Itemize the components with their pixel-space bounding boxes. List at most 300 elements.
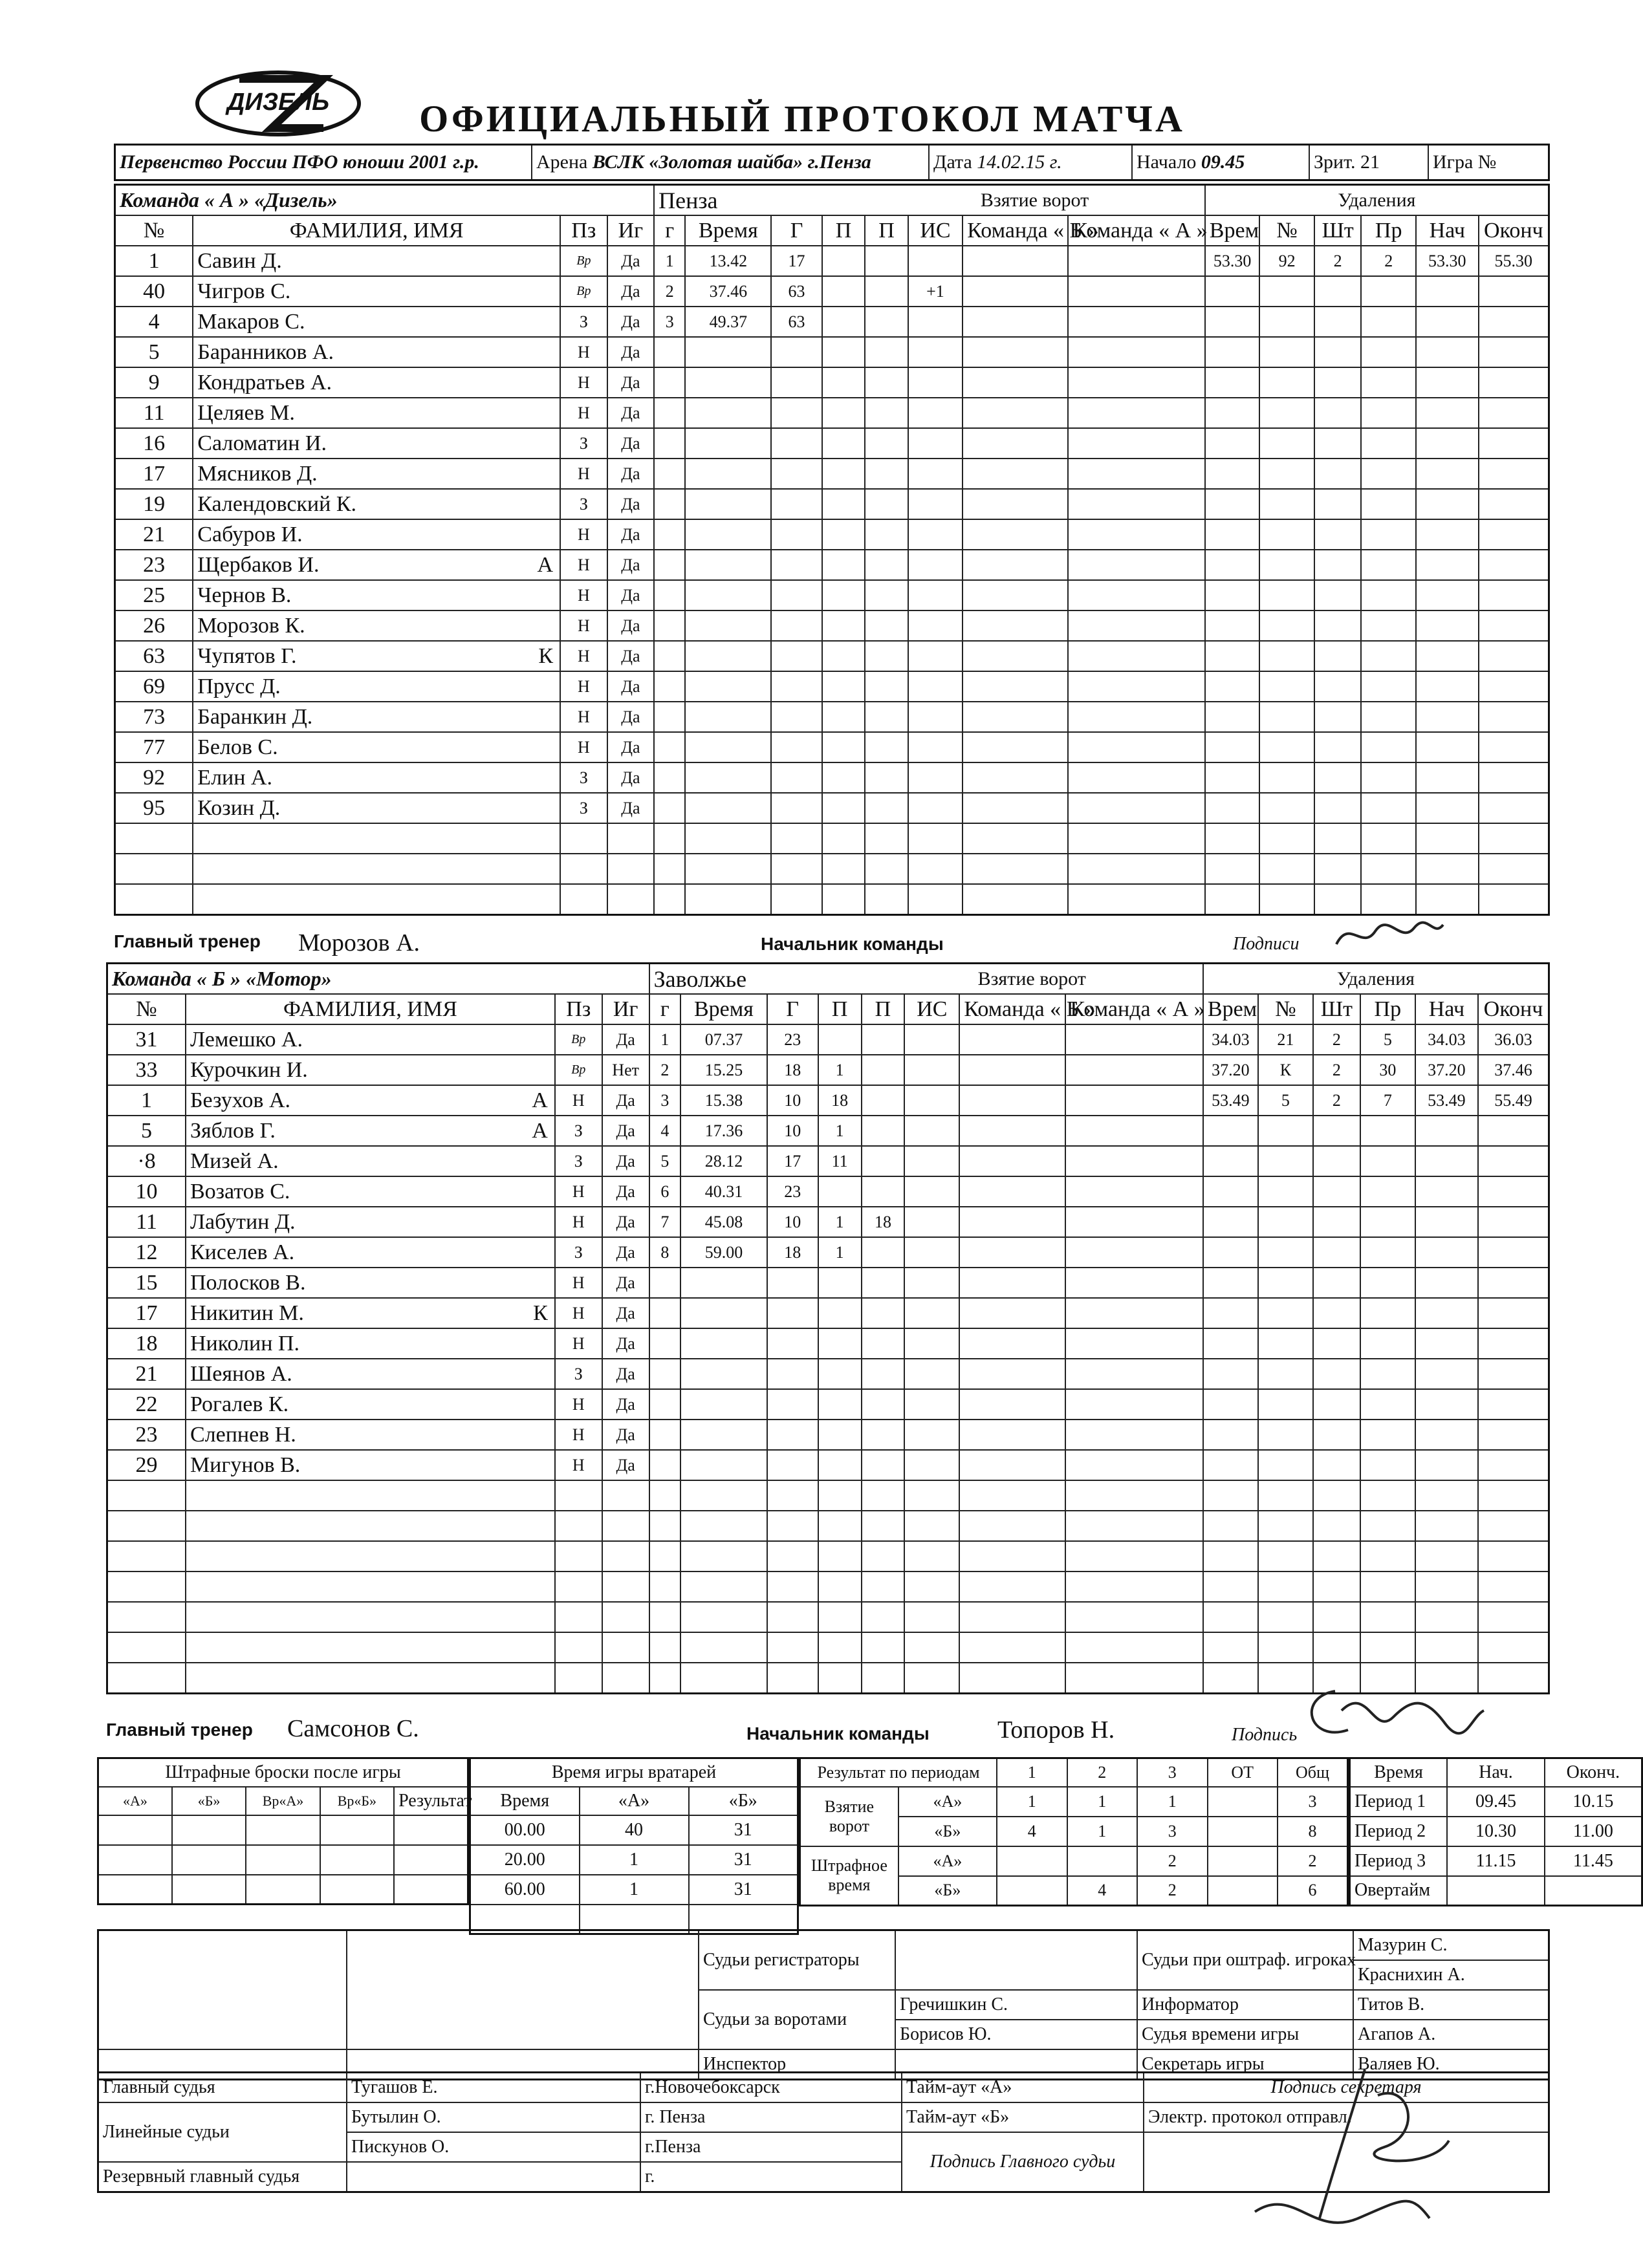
player-number: 16 [115,428,193,459]
player-played: Да [607,459,655,489]
team_a-col-pen_end: Оконч [1479,215,1549,246]
player-name-cell [186,1176,555,1207]
player-number: 18 [107,1328,186,1359]
table-row [107,1571,1549,1602]
table-row [107,1024,1549,1055]
team_a-col-time: Время [685,215,771,246]
goal-judge-1: Гречишкин С. [895,1990,1137,2020]
penalty-box-2: Краснихин А. [1353,1960,1549,1990]
period-times-table [1349,1757,1643,1906]
secretary: Валяев Ю. [1353,2049,1549,2080]
times-col: Нач. [1447,1758,1545,1787]
penalty-num: 21 [1258,1024,1313,1055]
player-name-cell [193,276,560,307]
player-number: 31 [107,1024,186,1055]
team_a-col-pen_sht: Шт [1314,215,1361,246]
table-row [107,1055,1549,1085]
table-row [107,1480,1549,1511]
player-position: Н [555,1420,602,1450]
period-col: ОТ [1208,1758,1278,1787]
player-name-cell [193,732,560,762]
player-name-cell [193,793,560,823]
table-row [107,1450,1549,1480]
player-name: Курочкин И. [190,1057,308,1082]
player-number: 33 [107,1055,186,1085]
period-value: 2 [1137,1846,1208,1876]
team_a-col-pen_num: № [1259,215,1314,246]
player-name-cell [193,246,560,276]
timeout-b: Тайм-аут «Б» [902,2102,1144,2132]
period-value: 4 [1067,1876,1138,1906]
player-played: Да [602,1268,649,1298]
goal-g: 10 [767,1207,818,1237]
times-col: Время [1350,1758,1448,1787]
goal-p1 [822,307,865,337]
player-played: Да [602,1085,649,1116]
table-row [115,276,1549,307]
period-col: 1 [997,1758,1067,1787]
player-played: Нет [602,1055,649,1085]
player-name: Мизей А. [190,1149,279,1173]
table-row [115,884,1549,915]
head-coach-label-b: Главный тренер [106,1720,253,1740]
player-name-cell [193,610,560,641]
player-number: 9 [115,367,193,398]
player-played: Да [607,337,655,367]
page-title: ОФИЦИАЛЬНЫЙ ПРОТОКОЛ МАТЧА [419,98,1185,140]
goal-is [904,1237,959,1268]
times-cell: 10.30 [1447,1817,1545,1846]
penalty-sht: 2 [1313,1024,1360,1055]
goal-is [904,1024,959,1055]
table-row [115,610,1549,641]
table-row [107,1298,1549,1328]
penalty-num: К [1258,1055,1313,1085]
registrars [895,1930,1137,1991]
goal-is [904,1146,959,1176]
period-value: 1 [1137,1787,1208,1817]
table-row [115,854,1549,884]
arena-cell [532,145,929,180]
goalie-time-title: Время игры вратарей [470,1758,798,1787]
player-number: 21 [107,1359,186,1389]
player-captain-mark: А [532,1088,548,1112]
team_a-col-g: г [654,215,685,246]
player-position: Н [560,641,607,671]
goalie-col: «Б» [689,1787,798,1815]
table-row [115,246,1549,276]
e-protocol-label: Электр. протокол отправл. [1144,2102,1549,2132]
team_a-col-pen_start: Нач [1416,215,1479,246]
player-name-cell [193,489,560,519]
penalty-start: 37.20 [1415,1055,1478,1085]
penalty-sht: 2 [1314,246,1361,276]
period-team: «А» [898,1846,997,1876]
table-row [107,1420,1549,1450]
timeout-a: Тайм-аут «А» [902,2073,1144,2103]
shootout-table [97,1757,472,1905]
secretary-sign-label: Подпись секретаря [1144,2073,1549,2103]
player-number: 25 [115,580,193,610]
goal-p2 [865,246,908,276]
date-cell [929,145,1132,180]
table-row [115,398,1549,428]
goal-time: 13.42 [685,246,771,276]
penalty-box-label: Судьи при оштраф. игроках [1137,1930,1353,1991]
goal-time: 59.00 [680,1237,767,1268]
date-label: Дата [933,151,972,173]
informer: Титов В. [1353,1990,1549,2020]
team_b-col-G: Г [767,994,818,1024]
goal-p1: 1 [818,1207,862,1237]
player-position: Н [555,1298,602,1328]
goalie-cell: 1 [580,1875,689,1905]
player-number: 15 [107,1268,186,1298]
goal-g: 2 [649,1055,681,1085]
period-value: 3 [1137,1817,1208,1846]
team_b-col-P1: П [818,994,862,1024]
player-name-cell [186,1024,555,1055]
penalty-sht: 2 [1313,1055,1360,1085]
goal-is [904,1055,959,1085]
goal-p1: 1 [818,1116,862,1146]
player-name-cell [193,580,560,610]
player-number: 69 [115,671,193,702]
penalty-start: 53.49 [1415,1085,1478,1116]
linesmen-label: Линейные судьи [98,2102,347,2162]
period-value [1208,1817,1278,1846]
goal-g: 18 [767,1237,818,1268]
player-number: 29 [107,1450,186,1480]
team_b-city: Заволжье [649,964,862,995]
table-row [800,1846,1348,1876]
penalty-pr: 2 [1361,246,1416,276]
player-position: Н [555,1268,602,1298]
player-name: Белов С. [197,735,278,759]
player-name: Безухов А. [190,1088,291,1112]
table-row [115,519,1549,550]
player-played: Да [602,1389,649,1420]
team-manager-label-b: Начальник команды [746,1723,930,1744]
main-ref-city: г.Новочебоксарск [640,2073,902,2103]
player-name-cell [193,337,560,367]
goal-time: 15.25 [680,1055,767,1085]
table-row [470,1875,798,1905]
goal-p2 [862,1237,905,1268]
player-played: Да [607,276,655,307]
goal-time: 28.12 [680,1146,767,1176]
goal-g: 63 [771,276,822,307]
main-ref: Тугашов Е. [347,2073,640,2103]
player-name: Мясников Д. [197,461,318,486]
table-row [1350,1846,1642,1876]
goal-g: 3 [649,1085,681,1116]
goalie-col: «А» [580,1787,689,1815]
player-name-cell [186,1085,555,1116]
player-name: Киселев А. [190,1240,295,1264]
player-number: 5 [107,1116,186,1146]
team_a-col-P2: П [865,215,908,246]
period-value: 3 [1278,1787,1348,1817]
table-row [107,1176,1549,1207]
date: 14.02.15 г. [977,151,1062,173]
team_a-col-team_a: Команда « А » [1068,215,1204,246]
table-row [1350,1787,1642,1817]
goal-p2 [862,1176,905,1207]
goal-g: 2 [654,276,685,307]
table-row [115,459,1549,489]
table-row [115,489,1549,519]
goal-time: 07.37 [680,1024,767,1055]
player-position: З [560,307,607,337]
player-position: Н [560,519,607,550]
player-name: Чернов В. [197,583,292,607]
penalty-end: 37.46 [1478,1055,1549,1085]
player-name: Савин Д. [197,248,282,273]
player-number: ·8 [107,1146,186,1176]
team-a-signature [1330,918,1446,957]
player-position: Н [560,398,607,428]
arena: ВСЛК «Золотая шайба» г.Пенза [592,151,871,173]
team_b-col-ig: Иг [602,994,649,1024]
goal-g: 17 [771,246,822,276]
player-name: Морозов К. [197,613,305,638]
player-position: Вр [555,1024,602,1055]
team_a-col-num: № [115,215,193,246]
table-row [1350,1876,1642,1906]
goal-p2 [862,1085,905,1116]
team-a-coach: Морозов А. [298,929,420,956]
player-number: 21 [115,519,193,550]
player-number: 63 [115,641,193,671]
team_a-col-pen_time: Врем [1205,215,1260,246]
player-name-cell [186,1207,555,1237]
goal-p2 [862,1116,905,1146]
table-row [115,823,1549,854]
player-position: Вр [560,246,607,276]
player-position: Н [560,702,607,732]
player-captain-mark: А [532,1118,548,1143]
player-played: Да [602,1176,649,1207]
goal-is [908,246,963,276]
times-col: Оконч. [1545,1758,1642,1787]
player-played: Да [607,398,655,428]
goalie-cell: 1 [580,1845,689,1875]
player-played: Да [602,1298,649,1328]
player-name: Полосков В. [190,1270,306,1295]
team_b-col-pen_end: Оконч [1478,994,1549,1024]
player-played: Да [607,367,655,398]
table-row [107,1632,1549,1663]
player-number: 23 [115,550,193,580]
table-row [107,1146,1549,1176]
shootout-col: «А» [98,1787,172,1815]
inspector-label: Инспектор [699,2049,895,2080]
player-number: 17 [107,1298,186,1328]
team_b-col-pen_time: Врем [1203,994,1258,1024]
table-row [107,1207,1549,1237]
main-ref-label: Главный судья [98,2073,347,2103]
player-number: 1 [107,1085,186,1116]
player-name: Макаров С. [197,309,305,334]
linesman-2-city: г.Пенза [640,2132,902,2162]
team_b-col-pz: Пз [555,994,602,1024]
player-name: Мигунов В. [190,1453,301,1477]
player-played: Да [607,762,655,793]
signature-label-b: Подпись [1232,1725,1298,1745]
team_a-col-G: Г [771,215,822,246]
table-row [115,428,1549,459]
team_b-roster-table [106,962,1550,1694]
table-row [115,307,1549,337]
player-name-cell [186,1420,555,1450]
player-name-cell [186,1268,555,1298]
team_a-col-name: ФАМИЛИЯ, ИМЯ [193,215,560,246]
period-value: 1 [997,1787,1067,1817]
player-name: Кондратьев А. [197,370,332,394]
player-name-cell [186,1116,555,1146]
shootout-title: Штрафные броски после игры [98,1758,468,1787]
team_b-col-IS: ИС [904,994,959,1024]
tournament: Первенство России ПФО юноши 2001 г.р. [115,145,532,180]
penalty-time: 37.20 [1203,1055,1258,1085]
period-value: 1 [1067,1817,1138,1846]
player-played: Да [607,489,655,519]
team-a-section [114,184,1550,916]
team_b-col-time: Время [680,994,767,1024]
goal-time: 17.36 [680,1116,767,1146]
player-number: 77 [115,732,193,762]
start-label: Начало [1137,151,1197,173]
team_b-col-num: № [107,994,186,1024]
table-row [115,367,1549,398]
table-row [115,732,1549,762]
player-name: Лабутин Д. [190,1209,296,1234]
player-position: Вр [555,1055,602,1085]
table-row [107,1511,1549,1541]
team-b-manager: Топоров Н. [997,1716,1115,1744]
table-row [115,641,1549,671]
goal-p2 [862,1024,905,1055]
player-number: 23 [107,1420,186,1450]
player-position: Н [560,459,607,489]
reserve-ref-city: г. [640,2162,902,2192]
goal-time: 15.38 [680,1085,767,1116]
player-position: Н [560,610,607,641]
goal-p1: 1 [818,1055,862,1085]
team_b-label: Команда « Б » «Мотор» [107,964,649,995]
table-row [115,580,1549,610]
player-name: Слепнев Н. [190,1422,296,1447]
team-b-section [106,962,1550,1694]
player-played: Да [602,1420,649,1450]
goalie-cell: 20.00 [470,1845,580,1875]
player-played: Да [607,307,655,337]
goal-p1 [818,1176,862,1207]
period-value: 1 [1067,1787,1138,1817]
goal-g: 5 [649,1146,681,1176]
player-position: З [560,489,607,519]
period-team: «Б» [898,1876,997,1906]
head-coach-label: Главный тренер [114,931,261,951]
team_a-goals-header: Взятие ворот [865,185,1205,216]
goalie-time-table [469,1757,799,1935]
player-played: Да [607,641,655,671]
goal-p2 [862,1055,905,1085]
goal-p1 [822,276,865,307]
player-played: Да [602,1450,649,1480]
times-cell: 09.45 [1447,1787,1545,1817]
goal-p1 [818,1024,862,1055]
signatures-label: Подписи [1233,934,1300,954]
registrars-label: Судьи регистраторы [699,1930,895,1991]
times-cell: Период 1 [1350,1787,1448,1817]
table-row [800,1787,1348,1817]
player-number: 92 [115,762,193,793]
team-b-staff [106,1711,1550,1747]
start-time: 09.45 [1201,151,1245,173]
player-captain-mark: А [537,552,554,577]
penalty-sht: 2 [1313,1085,1360,1116]
start-cell [1132,145,1309,180]
player-played: Да [607,519,655,550]
goal-g: 7 [649,1207,681,1237]
team_a-city: Пенза [654,185,865,216]
table-row [107,1085,1549,1116]
shootout-col: Вр«А» [246,1787,320,1815]
penalty-end: 36.03 [1478,1024,1549,1055]
team-manager-label: Начальник команды [761,934,944,954]
goal-g: 10 [767,1116,818,1146]
player-name: Шеянов А. [190,1361,292,1386]
table-row [115,702,1549,732]
shootout-col: «Б» [172,1787,246,1815]
player-number: 22 [107,1389,186,1420]
goal-g: 63 [771,307,822,337]
timekeeper-label: Судья времени игры [1137,2020,1353,2049]
player-played: Да [602,1116,649,1146]
player-played: Да [602,1328,649,1359]
player-name: Чупятов Г. [197,643,297,668]
table-row [115,671,1549,702]
table-row [115,550,1549,580]
penalty-start: 34.03 [1415,1024,1478,1055]
times-cell: Овертайм [1350,1876,1448,1906]
pim-row-label: Штрафное время [800,1846,898,1906]
goal-p1: 18 [818,1085,862,1116]
period-value [1067,1846,1138,1876]
table-row [470,1815,798,1845]
player-name: Николин П. [190,1331,299,1355]
player-name-cell [193,641,560,671]
player-name-cell [186,1359,555,1389]
goal-p2 [862,1146,905,1176]
player-name-cell [186,1146,555,1176]
goalie-col: Время [470,1787,580,1815]
team_b-col-pen_sht: Шт [1313,994,1360,1024]
player-played: Да [602,1359,649,1389]
team_a-col-pen_pr: Пр [1361,215,1416,246]
table-row [470,1845,798,1875]
times-cell: 10.15 [1545,1787,1642,1817]
goal-g: 8 [649,1237,681,1268]
period-value [997,1846,1067,1876]
player-name: Чигров С. [197,279,291,303]
player-position: З [560,793,607,823]
player-name-cell [186,1298,555,1328]
player-name: Рогалев К. [190,1392,289,1416]
goal-is: +1 [908,276,963,307]
